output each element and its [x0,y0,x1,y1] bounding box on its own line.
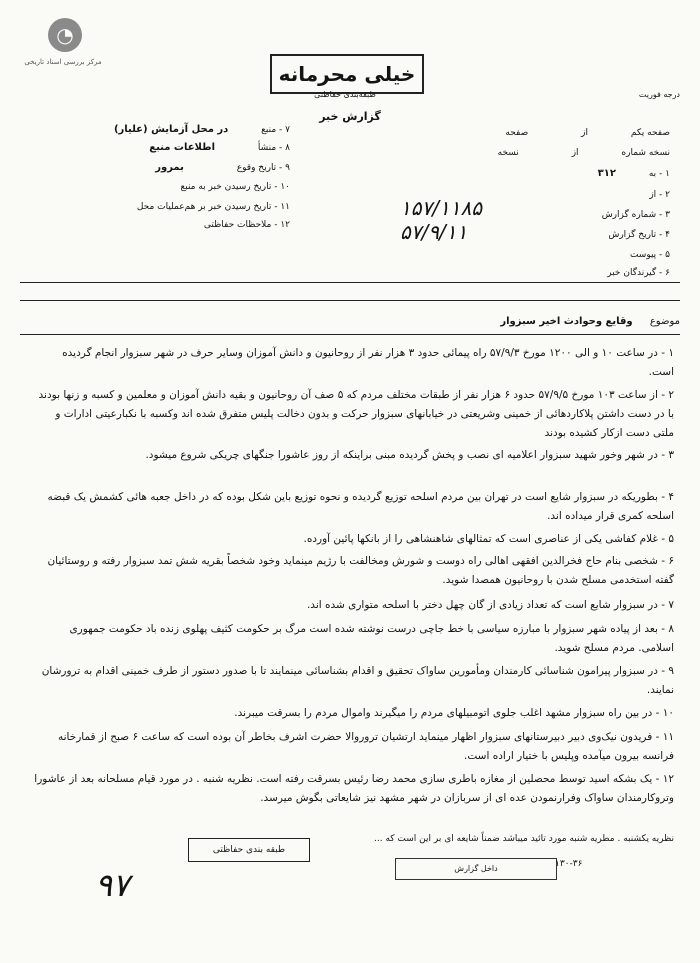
right-field-to [420,168,670,179]
subject-value: وقایع وحوادث اخیر سبزوار [500,316,633,327]
paragraph-3: ۳ - در شهر وخور شهید سبزوار اعلامیه ای نصب و پخش گردیده مبنی براینکه از روز عاشورا جنگهای چریکی شروع میشود. [145,449,674,461]
report-title: گزارش خبر [319,110,381,123]
left-field-label: ۱۰ - تاریخ رسیدن خبر به منبع [180,182,290,192]
right-field-value: از [581,128,588,138]
left-field-11 [40,202,290,212]
subject-label: موضوع [649,316,680,327]
paragraph-6: ۶ - شخصی بنام حاج فخرالدین افقهی اهالی راه دوست و شورش ومخالفت با رژیم مینماید وخود شخصاً بقریه شش تمد سبزوار رفته و روستائیان گفته استخدمی مسلح شدن با روحانیون همصدا شوید. [47,555,674,586]
paragraph-9: ۹ - در سبزوار پیرامون شناسائی کارمندان ومأمورین ساواک تحقیق و اقدام بشناسائی مینمایند تا با صدور دستور از طرف خمینی اقدام به ترورشان نمایند. [41,665,674,696]
right-field-copy [420,148,670,158]
right-field-value: از [571,148,579,158]
divider [20,282,680,283]
left-field-7 [40,124,290,135]
archive-logo [18,18,108,78]
left-field-12 [40,220,290,230]
footer-stamp: داخل گزارش [395,858,557,880]
right-field-label: ۱ - به [648,169,670,179]
paragraph-1: ۱ - در ساعت ۱۰ و الی ۱۲۰۰ مورخ ۵۷/۹/۳ راه پیمائی حدود ۳ هزار نفر از روحانیون و دانش آموزان وسایر حرف در شهر سبزوار انجام گردیده است. [62,347,674,378]
footer-code: ۱۳۰-۳۶ [555,859,583,869]
left-field-label: ۷ - منبع [261,125,290,135]
right-field-label: ۶ - گیرندگان خبر [607,268,670,278]
divider [20,300,680,301]
right-field-label: ۵ - پیوست [629,250,670,260]
classification-sub: طبقه‌بندی حفاظتی [314,90,376,99]
right-field-page [420,128,670,138]
right-field-recipients [420,268,670,278]
right-field-extra: صفحه [505,128,529,138]
right-field-attachment [420,250,670,260]
right-field-value: ۳۱۲ [597,168,616,179]
archive-emblem-icon: ◔ [48,18,82,52]
left-field-label: ۱۲ - ملاحظات حفاظتی [203,220,290,230]
paragraph-7: ۷ - در سبزوار شایع است که تعداد زیادی از گان چهل دختر با اسلحه متواری شده اند. [306,599,674,611]
divider [20,334,680,335]
page-number: ۹۷ [95,866,130,904]
urgency-label: درجه فوریت [638,90,680,99]
left-field-label: ۸ - منشأ [257,143,290,153]
right-field-label: نسخه شماره [621,148,670,158]
archive-logo-text: مرکز بررسی اسناد تاریخی [24,58,102,66]
left-field-9 [40,162,290,173]
paragraph-2: ۲ - از ساعت ۱۰۳ مورخ ۵۷/۹/۵ حدود ۶ هزار نفر از طبقات مختلف مردم که ۵ صف آن روحانیون و بقیه دانش آموزان و معلمین و کسبه و زنها بودند با در دست داشتن پلاکاردهائی از خمینی وشریعتی در خیابانهای سبزوار حرکت و بدون دخالت پلیس متفرق شده اند وکسبه با نکبارعیتی ادارات و ملتی دست ازکار کشیده بودند [38,389,674,439]
paragraph-4: ۴ - بطوریکه در سبزوار شایع است در تهران بین مردم اسلحه توزیع گردیده و نحوه توزیع باین شکل بوده که در داخل جعبه هائی کشمش یک قبضه اسلحه کمری قرار میداده اند. [47,491,674,522]
right-field-extra: نسخه [497,148,519,158]
paragraph-12: ۱۲ - یک بشکه اسید توسط محصلین از مغازه باطری سازی محمد رضا رئیس بسرقت رفته است. نظریه شنبه . در مورد قیام مسلحانه بعد از عاشورا وتروکارمندان ساواک وفرارنمودن عده ای از سربازان در شهر مشهد نیز شایعاتی بگوش میرسد. [34,773,674,804]
right-field-label: ۳ - شماره گزارش [601,210,670,220]
paragraph-11: ۱۱ - فریدون نیک‌وی دبیر دبیرستانهای سبزوار اظهار مینماید ارتشیان تروروالا حضرت اشرف بخاطر آن بوده است که ساعت ۶ صبح از قمارخانه فرانسه بیرون میآمده وپلیس با ختیار اراده است. [57,731,674,762]
classification-stamp: خیلی محرمانه [270,54,424,94]
signature-stamp: طبقه بندی حفاظتی [188,838,310,862]
left-field-10 [40,182,290,192]
left-field-label: ۹ - تاریخ وقوع [236,163,290,173]
handwritten-report-number: ۱۵۷/۱۱۸۵ ۵۷/۹/۱۱ [400,196,482,244]
left-field-8 [40,142,290,153]
left-field-label: ۱۱ - تاریخ رسیدن خبر بر هم‌عملیات محل [136,202,290,212]
subject-line [320,316,680,327]
right-field-label: ۴ - تاریخ گزارش [608,230,670,240]
left-field-value: بمرور [155,162,184,173]
paragraph-10: ۱۰ - در بین راه سبزوار مشهد اغلب جلوی اتومبیلهای مردم را میگیرند واموال مردم را بسرقت میبرند. [234,707,674,719]
right-field-label: صفحه یکم [630,128,670,138]
paragraph-5: ۵ - غلام کفاشی یکی از عناصری است که تمثالهای شاهنشاهی را از بانکها پائین آورده. [303,533,674,545]
left-field-value: اطلاعات منبع [149,142,215,153]
paragraph-13: نظریه یکشنبه . مطریه شنبه مورد تائید میباشد ضمناً شایعه ای بر این است که ... [374,834,674,844]
right-field-label: ۲ - از [649,190,670,200]
paragraph-8: ۸ - بعد از پیاده شهر سبزوار با مبارزه سیاسی با خط جاچی درست نوشته شده است مرگ بر حکومت کثیف پهلوی زنده باد حکومت جمهوری اسلامی. مردم مسلح شوید. [69,623,674,654]
left-field-value: در محل آزمایش (علیار) [113,124,229,135]
